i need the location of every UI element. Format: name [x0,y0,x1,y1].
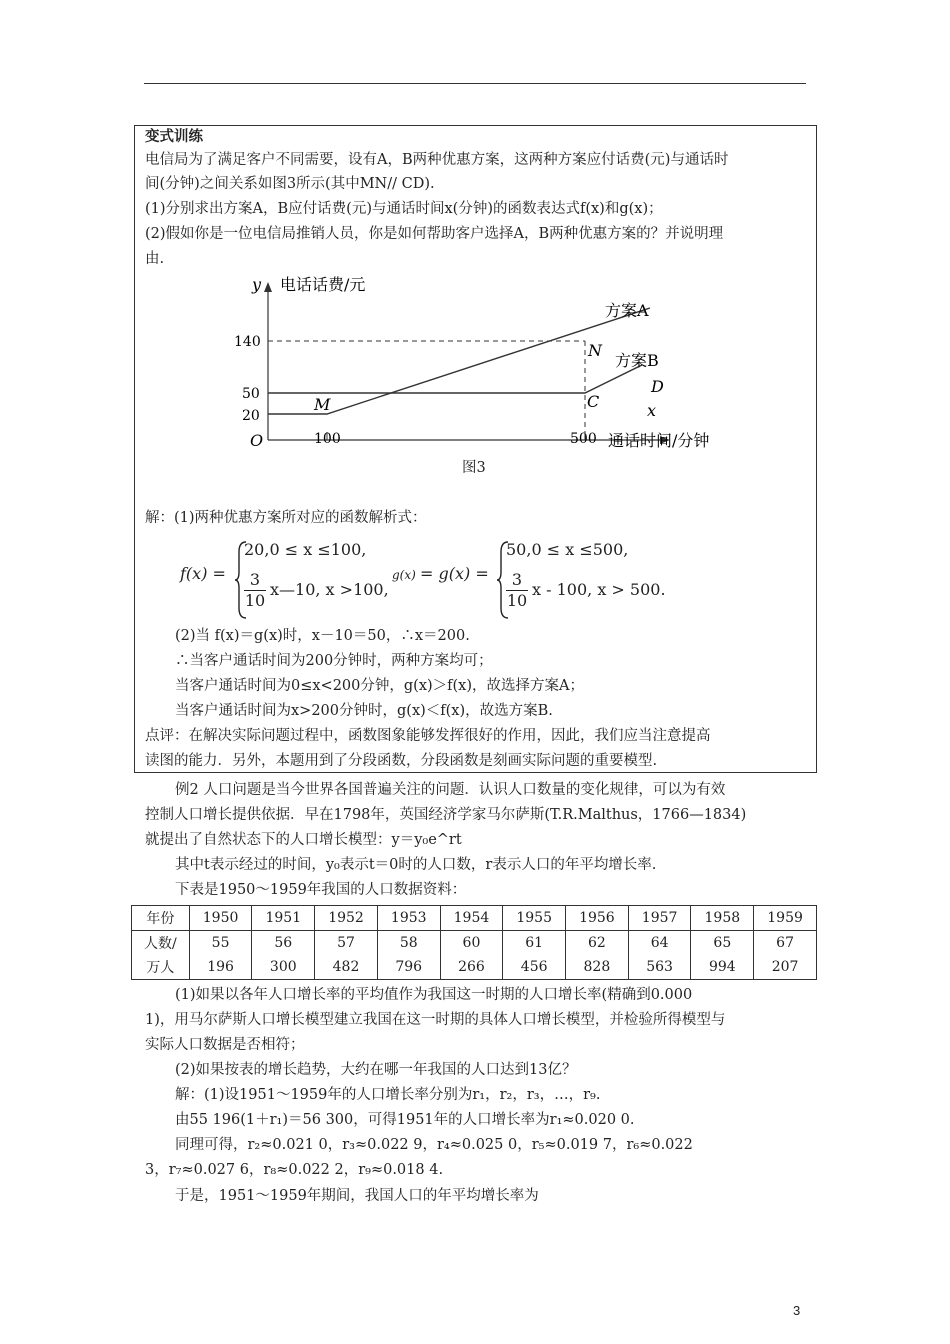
solution-line-4: 3，r₇≈0.027 6，r₈≈0.022 2，r₉≈0.018 4. [145,1162,444,1178]
pop-low-cell: 207 [754,955,817,980]
pop-high-cell: 67 [754,931,817,956]
problem-line-2: 间(分钟)之间关系如图3所示(其中MN// CD). [145,176,435,192]
x-tick-100: 100 [314,431,341,447]
y-axis-arrow [264,282,272,292]
y-tick-140: 140 [234,334,261,350]
year-cell: 1957 [628,906,691,931]
year-cell: 1950 [189,906,252,931]
plan-a-label: 方案A [605,301,649,320]
f-frac-den: 10 [244,591,266,610]
pop-low-cell: 563 [628,955,691,980]
pop-high-cell: 61 [503,931,566,956]
pop-high-cell: 58 [377,931,440,956]
year-cell: 1953 [377,906,440,931]
example-line-3: 就提出了自然状态下的人口增长模型：y＝y₀e^rt [145,832,462,848]
y-axis-label: 电话话费/元 [280,275,366,294]
year-cell: 1955 [503,906,566,931]
pop-low-cell: 482 [315,955,378,980]
question-2-line-2: 由. [145,251,165,267]
year-cell: 1951 [252,906,315,931]
pop-low-cell: 994 [691,955,754,980]
solution-line-1: 解：(1)设1951～1959年的人口增长率分别为r₁，r₂，r₃，…，r₉. [175,1087,601,1103]
exercise-title: 变式训练 [145,129,203,145]
pop-low-cell: 796 [377,955,440,980]
pop-high-cell: 55 [189,931,252,956]
year-cell: 1959 [754,906,817,931]
pop-low-cell: 300 [252,955,315,980]
pop-high-cell: 57 [315,931,378,956]
f-frac [244,570,266,611]
year-cell: 1954 [440,906,503,931]
population-table [131,905,817,980]
g-formula [392,540,692,620]
figure-3-graph [230,268,750,458]
origin-label: O [250,431,264,450]
g-case-1: 50,0 ≤ x ≤500, [506,540,629,559]
point-d: D [651,377,664,396]
g-small-label: g(x) [392,568,416,582]
question-1: (1)分别求出方案A，B应付话费(元)与通话时间x(分钟)的函数表达式f(x)和g(x)； [145,201,663,217]
y-tick-50: 50 [242,386,260,402]
part-1-line-2: 1)，用马尔萨斯人口增长模型建立我国在这一时期的具体人口增长模型，并检验所得模型与 [145,1012,726,1028]
table-row [132,906,817,931]
y-tick-20: 20 [242,408,260,424]
f-frac-num: 3 [244,570,266,591]
pop-high-cell: 65 [691,931,754,956]
table-row [132,955,817,980]
part-1-line-3: 实际人口数据是否相符； [145,1037,305,1053]
g-frac-den: 10 [506,591,528,610]
part-1-line-1: (1)如果以各年人口增长率的平均值作为我国这一时期的人口增长率(精确到0.000 [175,987,693,1003]
row-label-2: 万人 [132,955,190,980]
g-frac-num: 3 [506,570,528,591]
f-lhs: f(x) = [180,564,226,583]
x-tick-500: 500 [570,431,597,447]
comment-line-2: 读图的能力．另外，本题用到了分段函数，分段函数是刻画实际问题的重要模型. [145,753,658,769]
part-2: (2)如果按表的增长趋势，大约在哪一年我国的人口达到13亿？ [175,1062,577,1078]
solution-line-3: 同理可得，r₂≈0.021 0，r₃≈0.022 9，r₄≈0.025 0，r₅≈0.019 7，r₆≈0.022 [175,1137,693,1153]
comment-line-1: 点评：在解决实际问题过程中，函数图象能够发挥很好的作用，因此，我们应当注意提高 [145,728,711,744]
f-case-2: x—10, x >100, [270,580,389,599]
solution-intro: 解：(1)两种优惠方案所对应的函数解析式： [145,510,427,526]
solution-step-3: ∴当客户通话时间为200分钟时，两种方案均可； [175,653,493,669]
g-lhs: = g(x) = [420,564,489,583]
pop-high-cell: 62 [566,931,629,956]
pop-low-cell: 266 [440,955,503,980]
pop-high-cell: 56 [252,931,315,956]
question-2-line-1: (2)假如你是一位电信局推销人员，你是如何帮助客户选择A，B两种优惠方案的？并说明理 [145,226,724,242]
example-line-2: 控制人口增长提供依据．早在1798年，英国经济学家马尔萨斯(T.R.Malthus，1766—1834) [145,807,747,823]
point-n: N [588,341,602,360]
example-line-1: 例2 人口问题是当今世界各国普遍关注的问题．认识人口数量的变化规律，可以为有效 [175,782,726,798]
pop-low-cell: 828 [566,955,629,980]
point-c: C [587,392,600,411]
x-axis-label: 通话时间/分钟 [608,431,710,450]
y-axis-var: y [252,275,262,294]
solution-step-2: (2)当 f(x)＝g(x)时，x－10＝50，∴x＝200. [175,628,470,644]
solution-step-4: 当客户通话时间为0≤x<200分钟，g(x)＞f(x)，故选择方案A； [175,678,584,694]
pop-low-cell: 456 [503,955,566,980]
table-header-label: 年份 [132,906,190,931]
row-label-1: 人数/ [132,931,190,956]
plan-b-line [268,365,642,393]
f-case-1: 20,0 ≤ x ≤100, [244,540,367,559]
figure-caption: 图3 [462,460,486,476]
example-line-4: 其中t表示经过的时间，y₀表示t＝0时的人口数，r表示人口的年平均增长率. [175,857,657,873]
year-cell: 1952 [315,906,378,931]
table-row [132,931,817,956]
example-line-5: 下表是1950～1959年我国的人口数据资料： [175,882,467,898]
solution-line-5: 于是，1951～1959年期间，我国人口的年平均增长率为 [175,1188,539,1204]
pop-low-cell: 196 [189,955,252,980]
g-case-2: x - 100, x > 500. [532,580,666,599]
pop-high-cell: 60 [440,931,503,956]
problem-line-1: 电信局为了满足客户不同需要，设有A，B两种优惠方案，这两种方案应付话费(元)与通话时 [145,152,729,168]
year-cell: 1958 [691,906,754,931]
point-m: M [314,395,331,414]
year-cell: 1956 [566,906,629,931]
header-rule [144,83,806,84]
page-number: 3 [793,1303,801,1318]
g-frac [506,570,528,611]
pop-high-cell: 64 [628,931,691,956]
solution-step-5: 当客户通话时间为x>200分钟时，g(x)＜f(x)，故选方案B. [175,703,553,719]
x-axis-var: x [647,401,657,420]
plan-b-label: 方案B [615,351,659,370]
solution-line-2: 由55 196(1＋r₁)＝56 300，可得1951年的人口增长率为r₁≈0.020 0. [175,1112,635,1128]
